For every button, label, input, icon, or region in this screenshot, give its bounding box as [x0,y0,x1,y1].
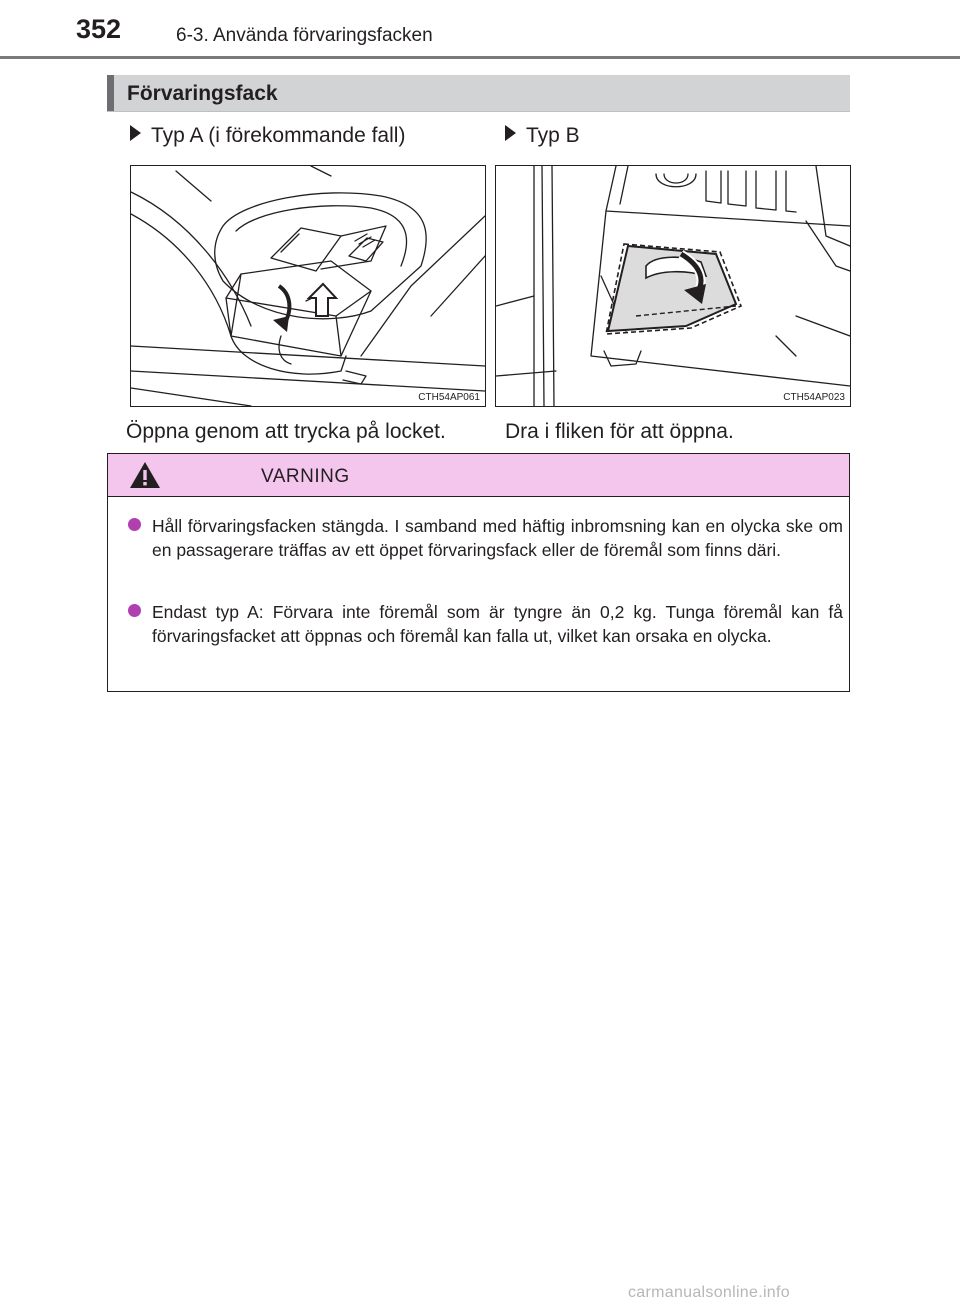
section-heading-bar [107,75,850,112]
type-b-label-text: Typ B [526,124,580,147]
triangle-bullet-icon [505,125,516,141]
watermark: carmanualsonline.info [628,1284,790,1301]
warning-item [128,600,843,648]
section-accent [107,75,114,111]
type-a-label-text: Typ A (i förekommande fall) [151,124,406,147]
warning-item [128,514,843,562]
figure-code: CTH54AP061 [418,392,480,403]
warning-item-text: Endast typ A: Förvara inte föremål som är tyngre än 0,2 kg. Tunga föremål kan få förvaringsfacket att öppnas och föremål kan falla ut, vilket kan orsaka en olycka. [152,602,843,646]
warning-triangle-icon [128,460,162,490]
dashboard-compartment-illustration [496,166,850,406]
page-number: 352 [76,14,122,44]
warning-box [107,453,850,692]
bullet-dot-icon [128,518,141,531]
bullet-dot-icon [128,604,141,617]
warning-title: VARNING [261,466,350,487]
section-title: Förvaringsfack [127,82,278,105]
warning-header [108,454,849,497]
chapter-title: 6-3. Använda förvaringsfacken [176,25,433,46]
type-b-label [505,124,580,148]
figure-type-a [130,165,486,407]
page-header [0,0,960,62]
figure-caption-a: Öppna genom att trycka på locket. [126,420,446,443]
figure-code: CTH54AP023 [783,392,845,403]
overhead-console-illustration [131,166,485,406]
warning-item-text: Håll förvaringsfacken stängda. I samband med häftig inbromsning kan en olycka ske om en passagerare träffas av ett öppet förvaringsfack eller de föremål som finns däri. [152,516,843,560]
header-divider [0,56,960,59]
figure-caption-b: Dra i fliken för att öppna. [505,420,734,443]
triangle-bullet-icon [130,125,141,141]
figure-type-b [495,165,851,407]
type-a-label [130,124,405,148]
